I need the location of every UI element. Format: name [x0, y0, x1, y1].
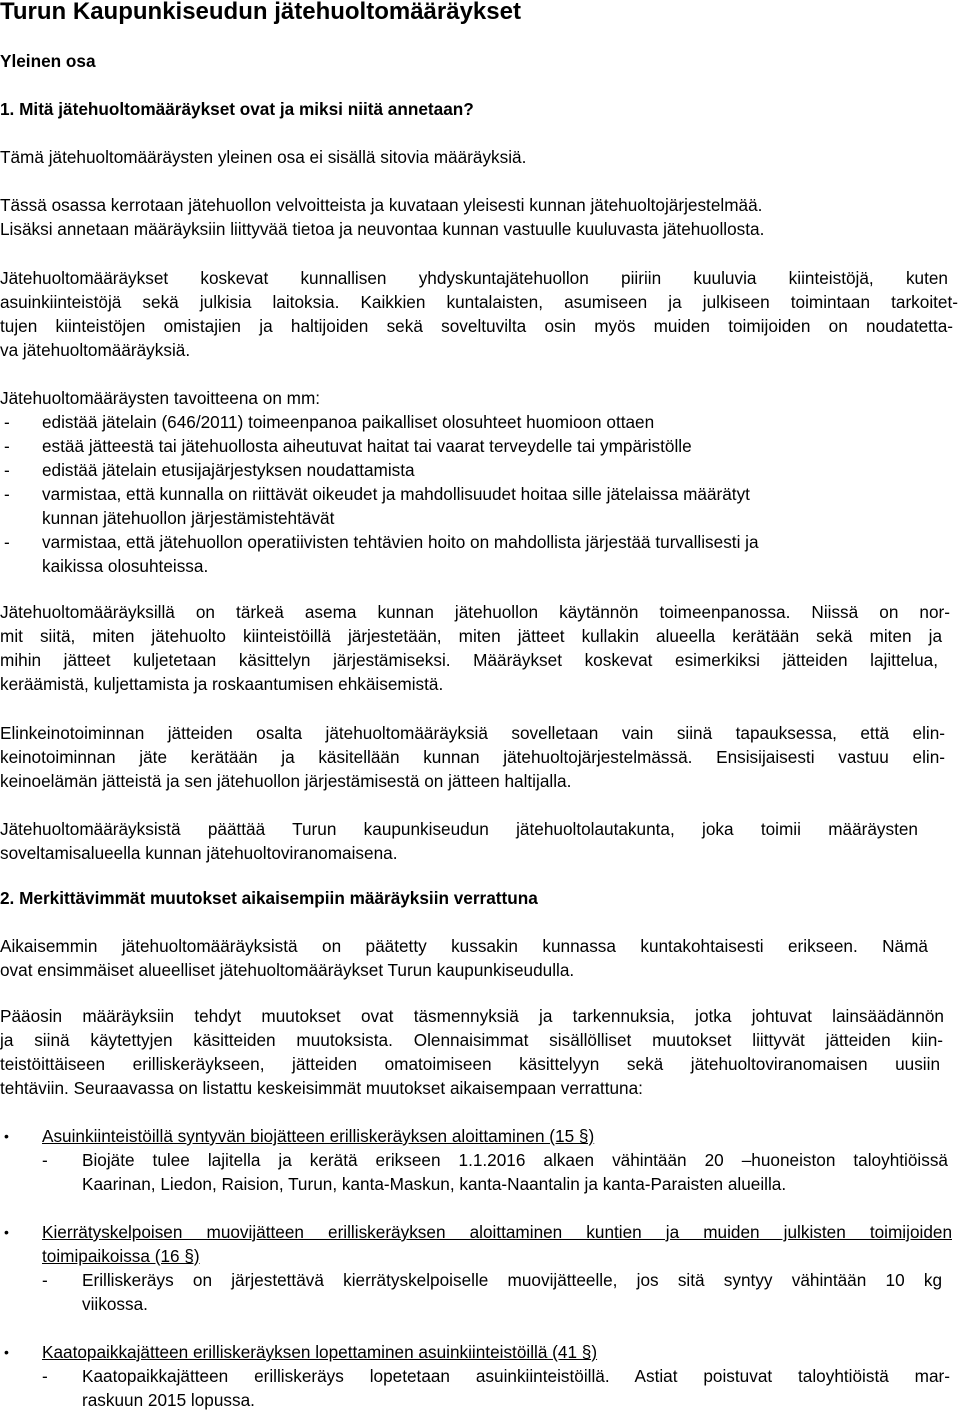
section-1-paragraph-5-line: keinotoiminnan jäte kerätään ja käsitellään kunnan jätehuoltojärjestelmässä. Ensisijaisesti vastuu elin- [0, 747, 945, 767]
section-2-paragraph-1-line: ovat ensimmäiset alueelliset jätehuoltomääräykset Turun kaupunkiseudulla. [0, 960, 575, 980]
section-2-paragraph-1-line: Aikaisemmin jätehuoltomääräyksistä on päätetty kussakin kunnassa kuntakohtaisesti erikseen. Nämä [0, 936, 928, 956]
section-1-paragraph-3-line: va jätehuoltomääräyksiä. [0, 340, 191, 360]
dash-marker: - [4, 436, 10, 456]
change-detail-continuation: Kaarinan, Liedon, Raision, Turun, kanta-Maskun, kanta-Naantalin ja kanta-Paraisten alueilla. [82, 1174, 787, 1194]
section-1-paragraph-1: Tämä jätehuoltomääräysten yleinen osa ei sisällä sitovia määräyksiä. [0, 147, 527, 167]
goal-item-continuation: kunnan jätehuollon järjestämistehtävät [42, 508, 335, 528]
dash-marker: - [4, 532, 10, 552]
section-1-paragraph-6-line: Jätehuoltomääräyksistä päättää Turun kaupunkiseudun jätehuoltolautakunta, joka toimii määräysten [0, 819, 918, 839]
section-1-paragraph-4-line: mihin jätteet kuljetetaan käsittelyn järjestämiseksi. Määräykset koskevat esimerkiksi jätteiden lajittelua, [0, 650, 938, 670]
section-1-paragraph-3-line: asuinkiinteistöjä sekä julkisia laitoksia. Kaikkien kuntalaisten, asumiseen ja julkiseen toimintaan tarkoitet- [0, 292, 958, 312]
change-detail: Erilliskeräys on järjestettävä kierrätyskelpoiselle muovijätteelle, jos sitä syntyy vähintään 10 kg [82, 1270, 942, 1290]
dash-marker: - [4, 484, 10, 504]
dash-marker: - [42, 1150, 48, 1170]
goal-item: edistää jätelain (646/2011) toimeenpanoa paikalliset olosuhteet huomioon ottaen [42, 412, 655, 432]
section-2-paragraph-2-line: tehtäviin. Seuraavassa on listattu keskeisimmät muutokset aikaisempaan verrattuna: [0, 1078, 643, 1098]
bullet-marker: • [4, 1344, 9, 1360]
change-detail-continuation: raskuun 2015 lopussa. [82, 1390, 255, 1410]
goal-item: varmistaa, että kunnalla on riittävät oikeudet ja mahdollisuudet hoitaa sille jätelaissa määrätyt [42, 484, 750, 504]
dash-marker: - [42, 1270, 48, 1290]
change-heading: Kaatopaikkajätteen erilliskeräyksen lopettaminen asuinkiinteistöillä (41 §) [42, 1342, 598, 1362]
section-1-paragraph-3-line: tujen kiinteistöjen omistajien ja haltijoiden sekä soveltuvilta osin myös muiden toimijoiden on noudatetta- [0, 316, 953, 336]
change-detail: Biojäte tulee lajitella ja kerätä erikseen 1.1.2016 alkaen vähintään 20 –huoneiston taloyhtiöissä [82, 1150, 948, 1170]
section-1-paragraph-3-line: Jätehuoltomääräykset koskevat kunnallisen yhdyskuntajätehuollon piiriin kuuluvia kiinteistöjä, kuten [0, 268, 948, 288]
subtitle: Yleinen osa [0, 51, 96, 71]
section-2-heading: 2. Merkittävimmät muutokset aikaisempiin määräyksiin verrattuna [0, 888, 538, 908]
section-2-paragraph-2-line: teistöittäiseen erilliskeräykseen, jätteiden omatoimiseen käsittelyyn sekä jätehuoltoviranomaisen uusiin [0, 1054, 940, 1074]
bullet-marker: • [4, 1128, 9, 1144]
change-heading: Kierrätyskelpoisen muovijätteen erilliskeräyksen aloittaminen kuntien ja muiden julkisten toimijoiden [42, 1222, 952, 1242]
dash-marker: - [4, 412, 10, 432]
goal-item: estää jätteestä tai jätehuollosta aiheutuvat haitat tai vaarat terveydelle tai ympäristölle [42, 436, 692, 456]
bullet-marker: • [4, 1224, 9, 1240]
section-1-paragraph-4-line: keräämistä, kuljettamista ja roskaantumisen ehkäisemistä. [0, 674, 444, 694]
change-detail-continuation: viikossa. [82, 1294, 148, 1314]
goal-item-continuation: kaikissa olosuhteissa. [42, 556, 209, 576]
section-1-paragraph-4-line: Jätehuoltomääräyksillä on tärkeä asema kunnan jätehuollon käytännön toimeenpanossa. Niissä on nor- [0, 602, 950, 622]
change-heading-continuation: toimipaikoissa (16 §) [42, 1246, 200, 1266]
goals-intro: Jätehuoltomääräysten tavoitteena on mm: [0, 388, 321, 408]
section-1-paragraph-5-line: keinoelämän jätteistä ja sen jätehuollon järjestämisestä on jätteen haltijalla. [0, 771, 572, 791]
section-1-paragraph-2-line: Lisäksi annetaan määräyksiin liittyvää tietoa ja neuvontaa kunnan vastuulle kuuluvasta jätehuollosta. [0, 219, 765, 239]
section-1-heading: 1. Mitä jätehuoltomääräykset ovat ja miksi niitä annetaan? [0, 99, 474, 119]
change-detail: Kaatopaikkajätteen erilliskeräys lopetetaan asuinkiinteistöillä. Astiat poistuvat taloyhtiöistä mar- [82, 1366, 950, 1386]
change-heading: Asuinkiinteistöillä syntyvän biojätteen erilliskeräyksen aloittaminen (15 §) [42, 1126, 595, 1146]
goal-item: varmistaa, että jätehuollon operatiivisten tehtävien hoito on mahdollista järjestää turvallisesti ja [42, 532, 759, 552]
section-1-paragraph-2-line: Tässä osassa kerrotaan jätehuollon velvoitteista ja kuvataan yleisesti kunnan jätehuoltojärjestelmää. [0, 195, 763, 215]
section-2-paragraph-2-line: Pääosin määräyksiin tehdyt muutokset ovat täsmennyksiä ja tarkennuksia, jotka johtuvat lainsäädännön [0, 1006, 944, 1026]
section-1-paragraph-4-line: mit siitä, miten jätehuolto kiinteistöillä järjestetään, miten jätteet kullakin alueella kerätään sekä miten ja [0, 626, 942, 646]
dash-marker: - [4, 460, 10, 480]
section-2-paragraph-2-line: ja siinä käytettyjen käsitteiden muutoksista. Olennaisimmat sisällölliset muutokset liittyvät jätteiden kiin- [0, 1030, 943, 1050]
document-title: Turun Kaupunkiseudun jätehuoltomääräykset [0, 0, 521, 25]
goal-item: edistää jätelain etusijajärjestyksen noudattamista [42, 460, 415, 480]
section-1-paragraph-5-line: Elinkeinotoiminnan jätteiden osalta jätehuoltomääräyksiä sovelletaan vain siinä tapauksessa, että elin- [0, 723, 945, 743]
section-1-paragraph-6-line: soveltamisalueella kunnan jätehuoltoviranomaisena. [0, 843, 398, 863]
dash-marker: - [42, 1366, 48, 1386]
